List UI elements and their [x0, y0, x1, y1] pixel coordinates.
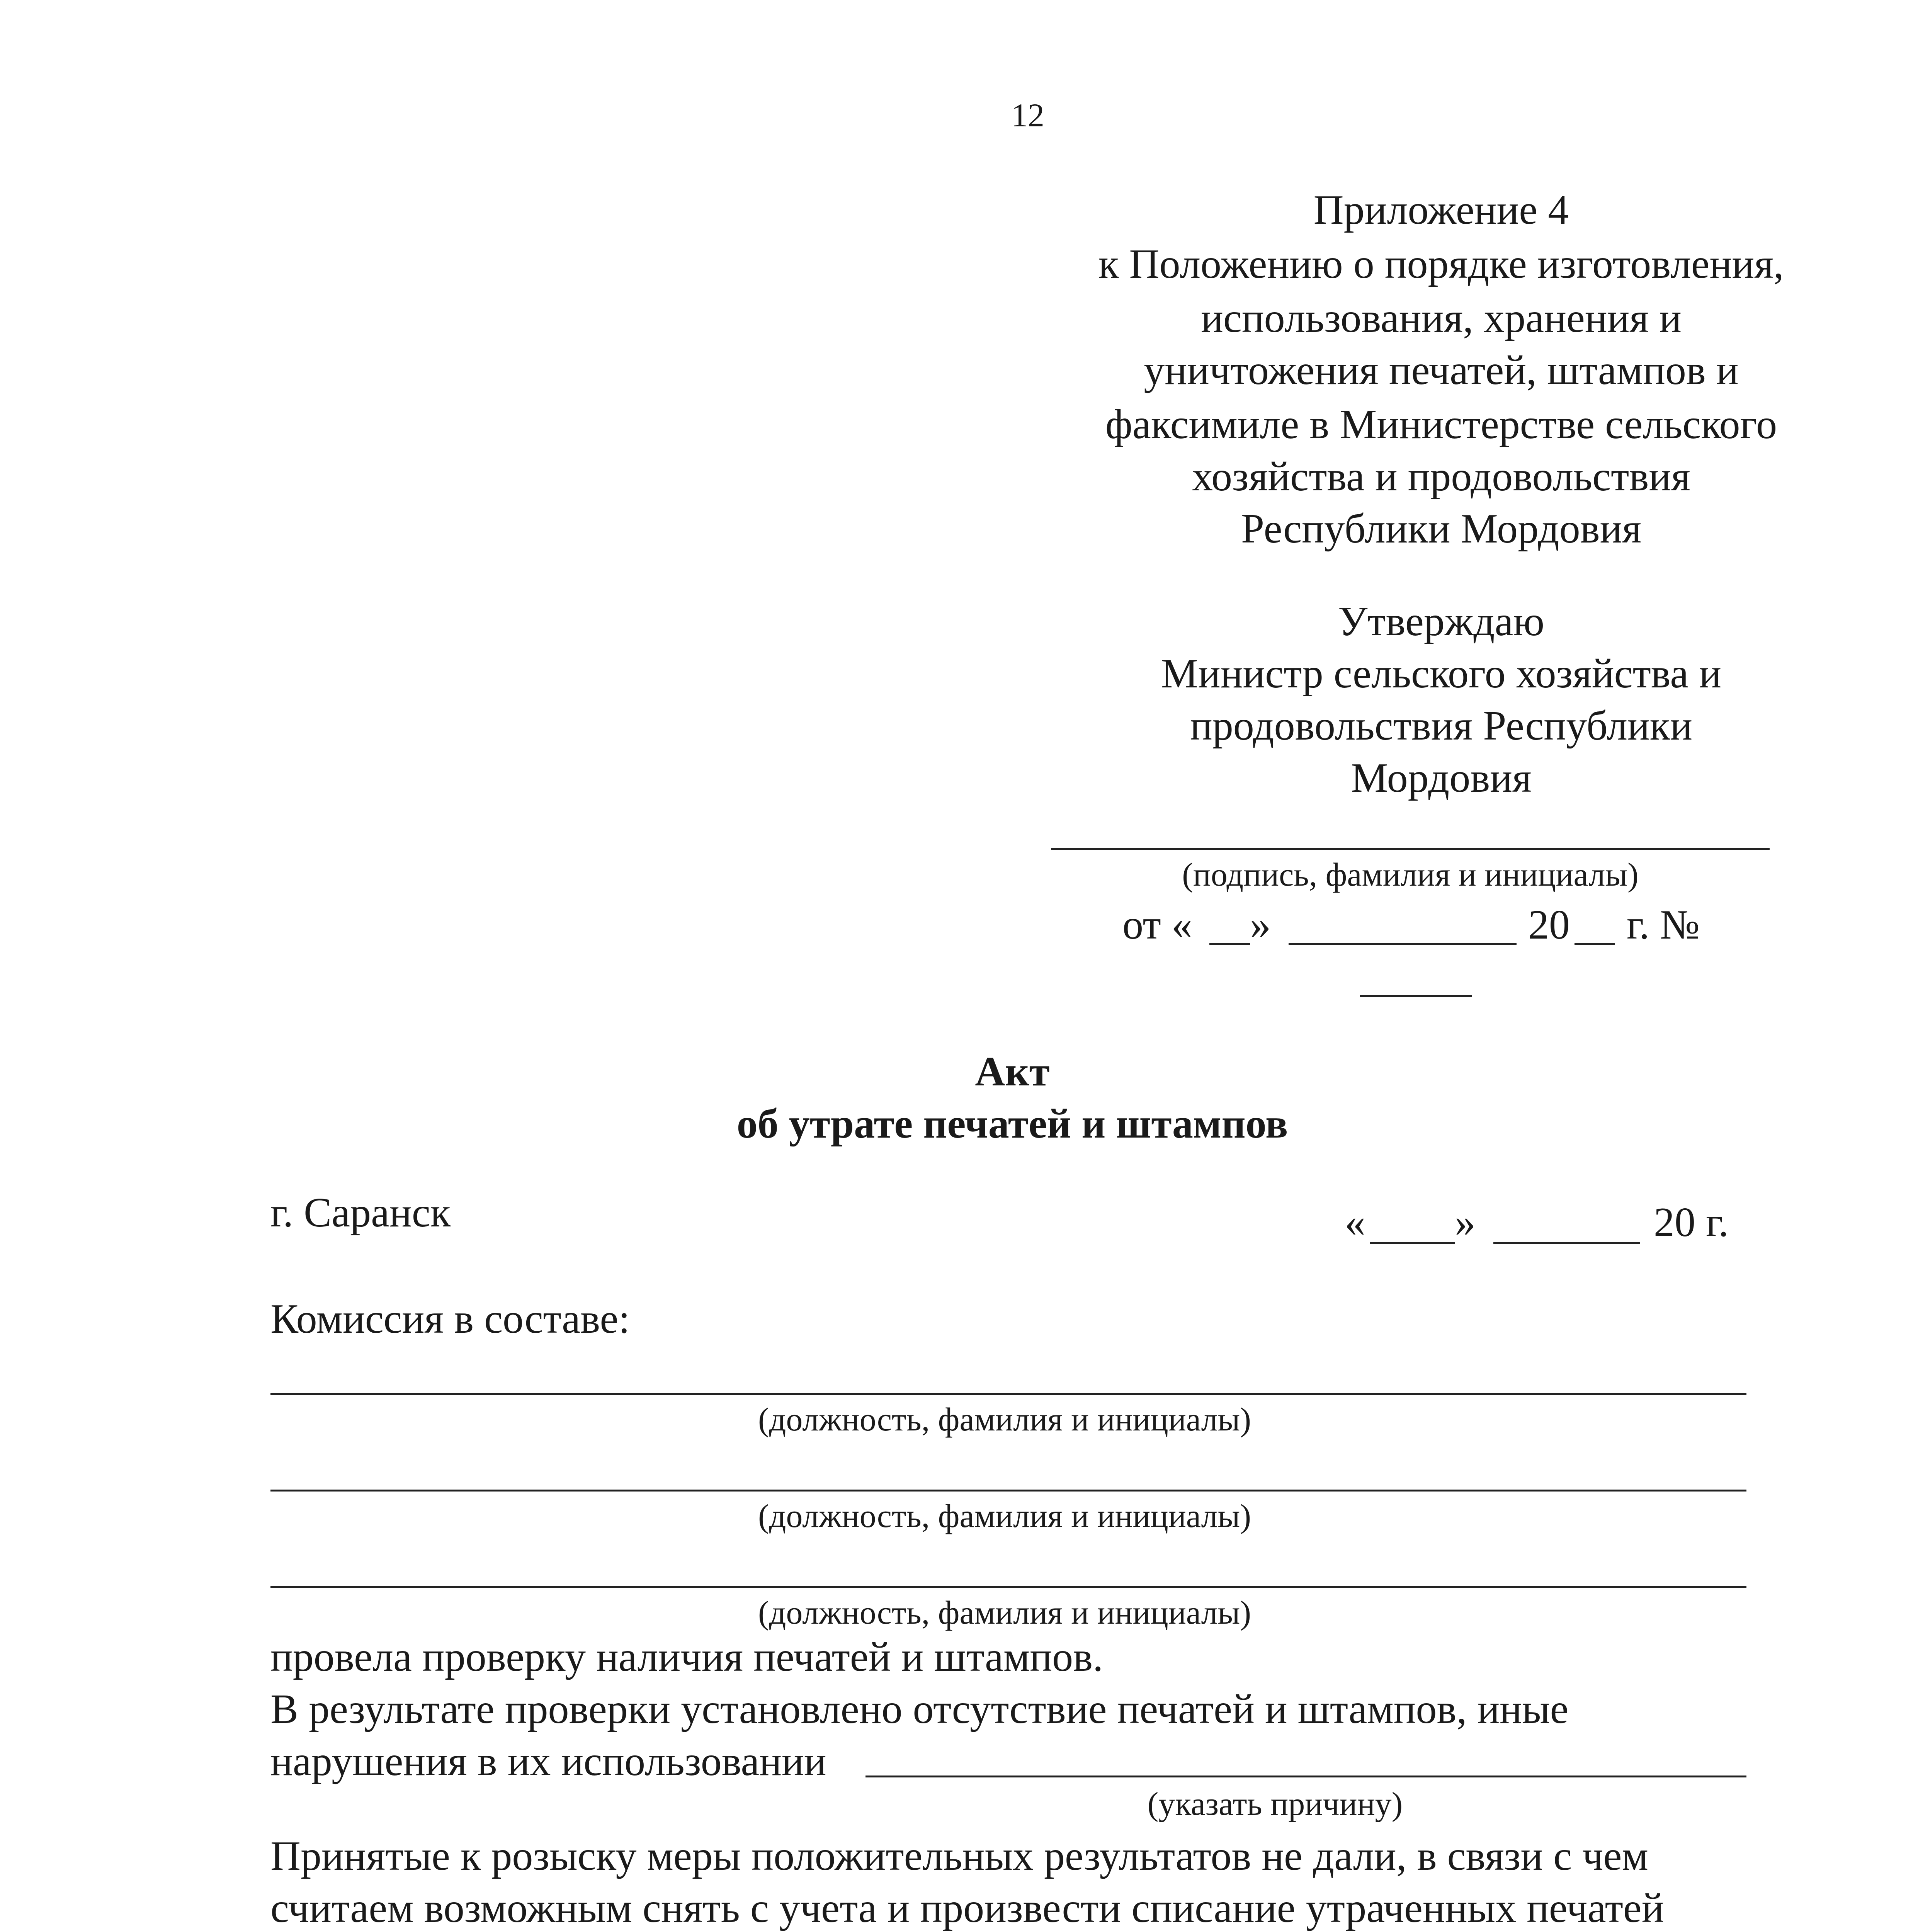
- reason-caption: (указать причину): [1147, 1785, 1403, 1822]
- year-prefix: 20: [1528, 902, 1570, 948]
- appendix-line: уничтожения печатей, штампов и: [1144, 347, 1739, 393]
- year-blank: [1575, 943, 1615, 945]
- commission-member-line: [270, 1393, 1746, 1395]
- act-subtitle: об утрате печатей и штампов: [736, 1101, 1288, 1147]
- month-blank: [1289, 943, 1517, 945]
- commission-member-line: [270, 1490, 1746, 1492]
- date-month-blank: [1493, 1242, 1640, 1244]
- body-line: В результате проверки установлено отсутствие печатей и штампов, иные: [270, 1686, 1569, 1732]
- body-line: нарушения в их использовании: [270, 1738, 826, 1784]
- commission-caption: (должность, фамилия и инициалы): [758, 1401, 1251, 1438]
- approval-line: продовольствия Республики: [1190, 703, 1692, 749]
- date-day-blank: [1370, 1242, 1455, 1244]
- signature-line: [1051, 848, 1770, 850]
- body-line: считаем возможным снять с учета и произвести списание утраченных печатей: [270, 1885, 1664, 1931]
- commission-caption: (должность, фамилия и инициалы): [758, 1497, 1251, 1534]
- commission-label: Комиссия в составе:: [270, 1296, 630, 1342]
- signature-caption: (подпись, фамилия и инициалы): [1182, 856, 1639, 893]
- date-prefix: от «: [1122, 902, 1192, 948]
- date-open-quote: «: [1345, 1199, 1365, 1245]
- place: г. Саранск: [270, 1190, 451, 1236]
- appendix-line: к Положению о порядке изготовления,: [1098, 241, 1784, 287]
- body-line: Принятые к розыску меры положительных результатов не дали, в связи с чем: [270, 1833, 1648, 1879]
- number-blank: [1360, 995, 1472, 997]
- number-label: г. №: [1627, 902, 1700, 948]
- approval-line: Мордовия: [1351, 755, 1532, 801]
- page-number: 12: [1011, 97, 1044, 134]
- appendix-line: хозяйства и продовольствия: [1192, 454, 1690, 500]
- date-close-quote: »: [1455, 1199, 1476, 1245]
- day-blank: [1209, 943, 1250, 945]
- body-line: провела проверку наличия печатей и штампов.: [270, 1634, 1104, 1680]
- commission-member-line: [270, 1586, 1746, 1588]
- appendix-line: факсимиле в Министерстве сельского: [1105, 401, 1777, 447]
- date-mid: »: [1250, 902, 1271, 948]
- commission-caption: (должность, фамилия и инициалы): [758, 1594, 1251, 1631]
- act-title: Акт: [975, 1049, 1050, 1095]
- reason-blank: [865, 1776, 1746, 1777]
- appendix-line: Приложение 4: [1313, 187, 1569, 233]
- approval-heading: Утверждаю: [1338, 599, 1545, 645]
- appendix-line: Республики Мордовия: [1241, 506, 1642, 552]
- approval-line: Министр сельского хозяйства и: [1161, 651, 1722, 697]
- appendix-line: использования, хранения и: [1201, 295, 1682, 341]
- date-year: 20 г.: [1654, 1199, 1729, 1245]
